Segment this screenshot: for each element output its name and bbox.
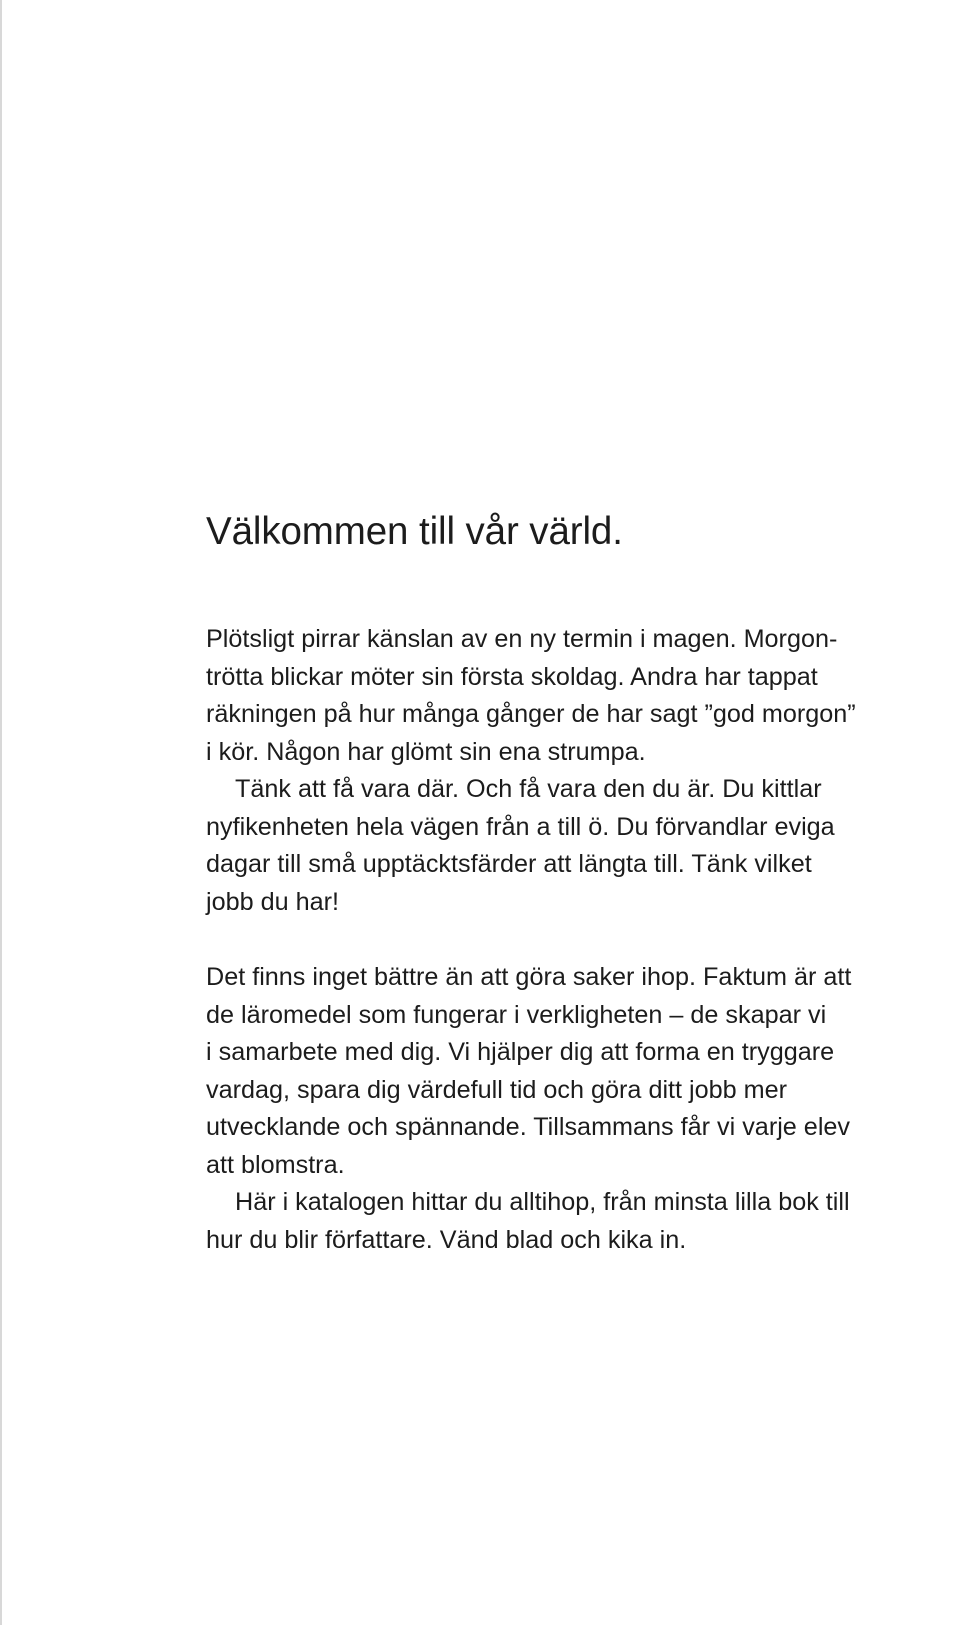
body-text [206, 621, 946, 1259]
text-line: hur du blir författare. Vänd blad och kika in. [206, 1225, 687, 1254]
text-line: de läromedel som fungerar i verkligheten – de skapar vi [206, 1000, 827, 1029]
text-line-indented: Här i katalogen hittar du alltihop, från minsta lilla bok till [235, 1188, 850, 1216]
paragraph-spacer [206, 921, 946, 959]
text-line: utvecklande och spännande. Tillsammans får vi varje elev [206, 1113, 851, 1141]
text-line: vardag, spara dig värdefull tid och göra ditt jobb mer [206, 1075, 788, 1104]
text-line: jobb du har! [206, 887, 340, 916]
paragraph-1 [206, 621, 946, 921]
paragraph-2 [206, 959, 946, 1259]
page-edge-divider [0, 0, 2, 1625]
text-line: dagar till små upptäcktsfärder att längta till. Tänk vilket [206, 850, 812, 878]
text-line-indented: Tänk att få vara där. Och få vara den du är. Du kittlar [235, 775, 822, 803]
text-line: i kör. Någon har glömt sin ena strumpa. [206, 737, 646, 766]
text-line: i samarbete med dig. Vi hjälper dig att forma en tryggare [206, 1038, 835, 1066]
content-column [206, 508, 946, 1259]
text-line: räkningen på hur många gånger de har sagt ”god morgon” [206, 700, 856, 728]
text-line: Det finns inget bättre än att göra saker ihop. Faktum är att [206, 963, 852, 991]
text-line: trötta blickar möter sin första skoldag. Andra har tappat [206, 662, 818, 691]
text-line: nyfikenheten hela vägen från a till ö. Du förvandlar eviga [206, 812, 835, 841]
text-line: Plötsligt pirrar känslan av en ny termin i magen. Morgon- [206, 625, 838, 653]
page-title: Välkommen till vår värld. [206, 510, 623, 553]
text-line: att blomstra. [206, 1150, 345, 1179]
